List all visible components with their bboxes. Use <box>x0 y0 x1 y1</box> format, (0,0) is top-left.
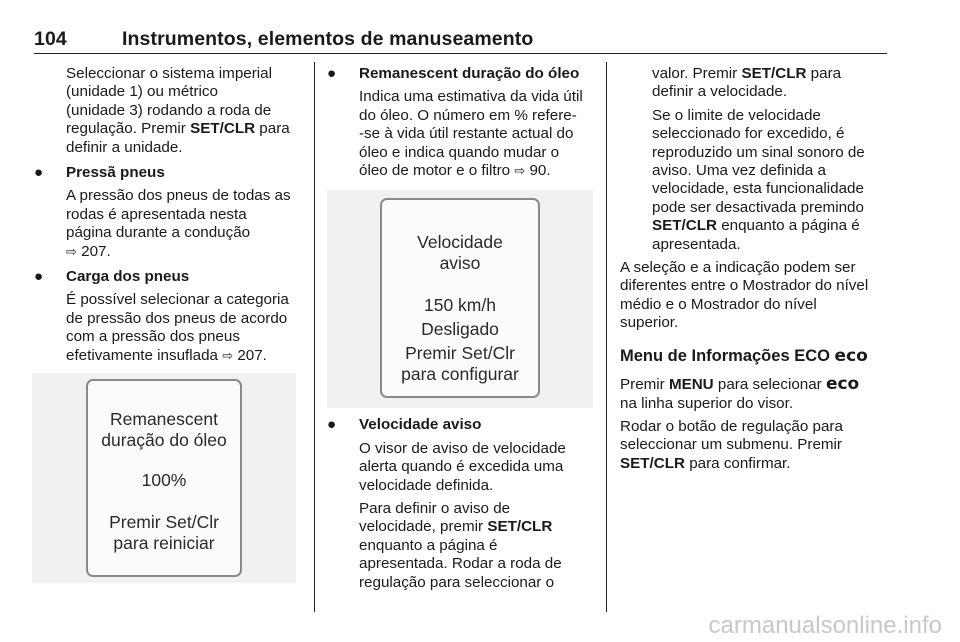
column-1 <box>34 65 300 583</box>
bullet-body: Indica uma estimativa da vida útil do óleo. O número em % refere- -se à vida útil restante actual do óleo e indica quando mudar o óleo de motor e o filtro ⇨ 90. <box>359 88 583 180</box>
eco-symbol: eco <box>825 374 860 395</box>
paragraph: A seleção e a indicação podem ser diferentes entre o Mostrador do nível médio e o Mostrador do nível superior. <box>620 259 869 332</box>
column-divider-2 <box>606 62 607 612</box>
page-number: 104 <box>34 28 67 50</box>
oil-life-display-figure <box>32 373 296 583</box>
header-rule <box>34 53 887 54</box>
paragraph: Premir MENU para selecionar eco na linha superior do visor. <box>620 374 860 412</box>
speed-warning-display-figure <box>327 190 593 408</box>
bullet-heading: ● Pressã pneus <box>34 164 165 182</box>
bullet-heading: ● Carga dos pneus <box>34 268 190 286</box>
page-ref-icon: ⇨ <box>66 243 77 259</box>
bullet-heading: ● Remanescent duração do óleo <box>327 65 580 82</box>
page-ref-icon: ⇨ <box>222 347 234 363</box>
paragraph: Rodar o botão de regulação para seleccionar um submenu. Premir SET/CLR para confirmar. <box>620 417 843 472</box>
watermark: carmanualsonline.info <box>708 612 942 639</box>
display-screen: Velocidade aviso 150 km/h Desligado Premir Set/Clr para configurar <box>380 198 540 398</box>
continued-paragraph: valor. Premir SET/CLR para definir a velocidade. Se o limite de velocidade seleccionado for excedido, é reproduzido um sinal sonoro de aviso. Uma vez definida a velocidade, esta funcionalidade pode ser desactivada premindo SET/CLR enquanto a página é apresentada. <box>652 65 865 253</box>
intro-paragraph: Seleccionar o sistema imperial (unidade 1) ou métrico (unidade 3) rodando a roda de regulação. Premir SET/CLR para definir a unidade. <box>66 65 290 156</box>
column-divider-1 <box>314 62 315 612</box>
page-ref-icon: ⇨ <box>514 163 526 179</box>
section-heading: Menu de Informações ECO eco <box>620 345 868 366</box>
bullet-body: O visor de aviso de velocidade alerta quando é excedida uma velocidade definida. Para definir o aviso de velocidade, premir SET/CLR enquanto a página é apresentada. Rodar a roda de regulação para seleccionar o <box>359 439 566 591</box>
bullet-body: É possível selecionar a categoria de pressão dos pneus de acordo com a pressão dos pneus efetivamente insuflada ⇨ 207. <box>66 291 289 364</box>
display-screen: Remanescent duração do óleo 100% Premir Set/Clr para reiniciar <box>86 379 242 577</box>
bullet-heading: ● Velocidade aviso <box>327 416 482 434</box>
bullet-body: A pressão dos pneus de todas as rodas é apresentada nesta página durante a condução ⇨ 207. <box>66 187 291 260</box>
column-2 <box>327 65 593 592</box>
column-3 <box>620 65 892 473</box>
eco-symbol: eco <box>834 345 868 366</box>
page-title: Instrumentos, elementos de manuseamento <box>122 28 534 50</box>
